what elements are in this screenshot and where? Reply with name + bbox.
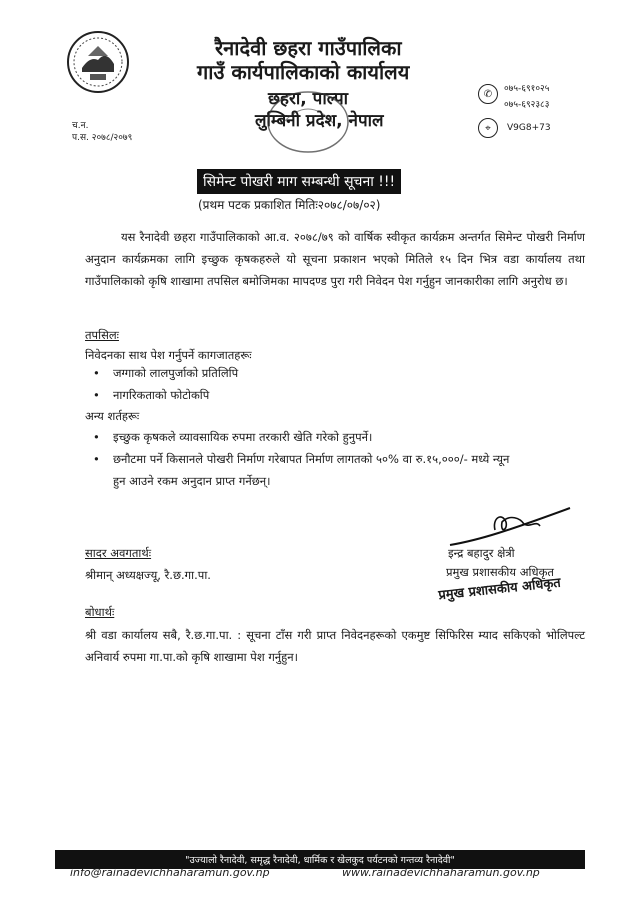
info-text: श्री वडा कार्यालय सबै, रै.छ.गा.पा. : सूचना टाँस गरी प्राप्त निवेदनहरूको एकमुष्ट सिफिरिस म्याद सकिएको भोलिपल्ट अनिवार्य रुपमा गा.पा.को कृषि शाखामा पेश गर्नुहुन।: [85, 628, 585, 664]
office-name: गाउँ कार्यपालिकाको कार्यालय: [197, 60, 410, 84]
details-heading: तपसिलः: [85, 328, 119, 342]
fiscal-year-label: प.स. २०७८/२०७९: [72, 133, 133, 143]
list-item: • इच्छुक कृषकले व्यावसायिक रुपमा तरकारी खेति गरेको हुनुपर्ने।: [85, 426, 525, 448]
location-pin-icon: ⌖: [478, 118, 498, 138]
documents-list: [85, 362, 238, 406]
notice-title: सिमेन्ट पोखरी माग सम्बन्धी सूचना !!!: [197, 169, 401, 194]
phone-icon: ✆: [478, 84, 498, 104]
forwarding-heading: सादर अवगतार्थः: [85, 546, 152, 560]
conditions-list: [85, 426, 525, 492]
list-item: • छनौटमा पर्ने किसानले पोखरी निर्माण गरेबापत निर्माण लागतको ५०% वा रु.१५,०००/- मध्ये न्यून हुन आउने रकम अनुदान प्राप्त गर्नेछन्।: [85, 448, 525, 492]
info-heading: बोधार्थः: [85, 605, 115, 619]
office-province: लुम्बिनी प्रदेश, नेपाल: [255, 111, 384, 131]
footer-slogan: "उज्यालो रैनादेवी, समृद्ध रैनादेवी, धार्मिक र खेलकुद पर्यटनको गन्तव्य रैनादेवी": [55, 850, 585, 869]
notice-body: यस रैनादेवी छहरा गाउँपालिकाको आ.व. २०७८/७९ को वार्षिक स्वीकृत कार्यक्रम अन्तर्गत सिमेन्ट पोखरी निर्माण अनुदान कार्यक्रमका लागि इच्छुक कृषकहरुले यो सूचना प्रकाशन भएको मितिले १५ दिन भित्र वडा कार्यालय तथा गाउँपालिकाको कृषि शाखामा तपसिल बमोजिमका मापदण्ड पुरा गरी निवेदन पेश गर्नुहुन जानकारीका लागि अनुरोध छ।: [85, 230, 585, 288]
reference-number-label: च.न.: [72, 121, 89, 131]
list-item: • नागरिकताको फोटोकपि: [85, 384, 238, 406]
documents-heading: निवेदनका साथ पेश गर्नुपर्ने कागजातहरूः: [85, 348, 252, 362]
footer-website: www.rainadevichhaharamun.gov.np: [342, 866, 540, 879]
forwarding-recipient: श्रीमान् अध्यक्षज्यू, रै.छ.गा.पा.: [85, 568, 211, 582]
phone-number-1: ०७५-६९१०२५: [504, 84, 550, 94]
office-seal-stamp: [262, 84, 354, 162]
municipality-name: रैनादेवी छहरा गाउँपालिका: [215, 36, 402, 60]
plus-code: V9G8+73: [507, 123, 551, 133]
footer-email: info@rainadevichhaharamun.gov.np: [70, 866, 270, 879]
notice-publication-date: (प्रथम पटक प्रकाशित मितिः२०७८/०७/०२): [198, 198, 381, 212]
phone-number-2: ०७५-६९२३८३: [504, 100, 550, 110]
signatory-title: प्रमुख प्रशासकीय अधिकृत: [446, 565, 554, 579]
title-stamp: प्रमुख प्रशासकीय अधिकृत: [437, 575, 562, 604]
government-emblem-logo: [66, 30, 130, 94]
list-item: • जग्गाको लालपुर्जाको प्रतिलिपि: [85, 362, 238, 384]
signatory-name: इन्द्र बहादुर क्षेत्री: [448, 546, 515, 560]
conditions-heading: अन्य शर्तहरूः: [85, 409, 140, 423]
office-location: छहरा, पाल्पा: [268, 89, 349, 109]
